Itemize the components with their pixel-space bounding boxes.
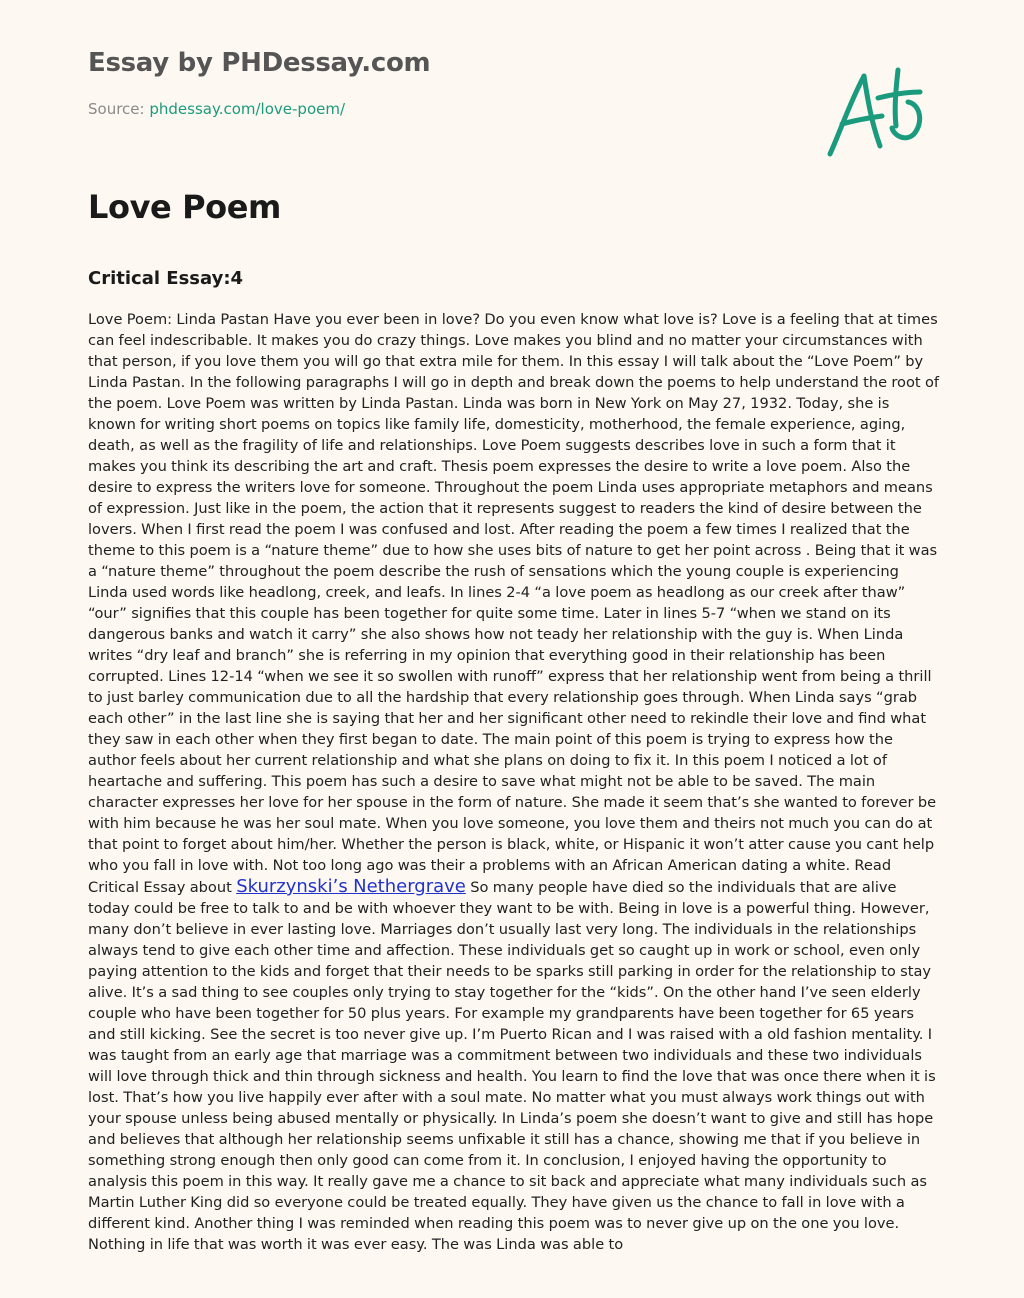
site-title: Essay by PHDessay.com (88, 48, 431, 78)
a-plus-logo-icon (822, 62, 932, 162)
essay-title: Love Poem (88, 188, 281, 226)
essay-body-part1: Love Poem: Linda Pastan Have you ever been in love? Do you even know what love is? Love is a feeling that at times can feel indescribable. It makes you do crazy things. Love makes you blind and no matter your circumstances with that person, if you love them you will go that extra mile for them. In this essay I will talk about the “Love Poem” by Linda Pastan. In the following paragraphs I will go in depth and break down the poems to help understand the root of the poem. Love Poem was written by Linda Pastan. Linda was born in New York on May 27, 1932. Today, she is known for writing short poems on topics like family life, domesticity, motherhood, the female experience, aging, death, as well as the fragility of life and relationships. Love Poem suggests describes love in such a form that it makes you think its describing the art and craft. Thesis poem expresses the desire to write a love poem. Also the desire to express the writers love for someone. Throughout the poem Linda uses appropriate metaphors and means of expression. Just like in the poem, the action that it represents suggest to readers the kind of desire between the lovers. When I first read the poem I was confused and lost. After reading the poem a few times I realized that the theme to this poem is a “nature theme” due to how she uses bits of nature to get her point across . Being that it was a “nature theme” throughout the poem describe the rush of sensations which the young couple is experiencing Linda used words like headlong, creek, and leafs. In lines 2-4 “a love poem as headlong as our creek after thaw” “our” signifies that this couple has been together for quite some time. Later in lines 5-7 “when we stand on its dangerous banks and watch it carry” she also shows how not teady her relationship with the guy is. When Linda writes “dry leaf and branch” she is referring in my opinion that everything good in their relationship has been corrupted. Lines 12-14 “when we see it so swollen with runoff” express that her relationship went from being a thrill to just barley communication due to all the hardship that every relationship goes through. When Linda says “grab each other” in the last line she is saying that her and her significant other need to rekindle their love and find what they saw in each other when they first began to date. The main point of this poem is trying to express how the author feels about her current relationship and what she plans on doing to fix it. In this poem I noticed a lot of heartache and suffering. This poem has such a desire to save what might not be able to be saved. The main character expresses her love for her spouse in the form of nature. She made it seem that’s she wanted to forever be with him because he was her soul mate. When you love someone, you love them and theirs not much you can do at that point to forget about him/her. Whether the person is black, white, or Hispanic it won’t atter cause you cant help who you fall in love with. Not too long ago was their a problems with an African American dating a white. Read Critical Essay about (88, 311, 940, 896)
source-label: Source: (88, 100, 145, 118)
source-link[interactable]: phdessay.com/love-poem/ (149, 100, 346, 118)
source-line (88, 100, 345, 118)
related-essay-link[interactable]: Skurzynski’s Nethergrave (236, 876, 466, 897)
section-heading: Critical Essay:4 (88, 268, 244, 289)
essay-body-part2: So many people have died so the individuals that are alive today could be free to talk to and be with whoever they want to be with. Being in love is a powerful thing. However, many don’t believe in ever lasting love. Marriages don’t usually last very long. The individuals in the relationships always tend to give each other time and affection. These individuals get so caught up in work or school, even only paying attention to the kids and forget that their needs to be sparks still parking in order for the relationship to stay alive. It’s a sad thing to see couples only trying to stay together for the “kids”. On the other hand I’ve seen elderly couple who have been together for 50 plus years. For example my grandparents have been together for 65 years and still kicking. See the secret is too never give up. I’m Puerto Rican and I was raised with a old fashion mentality. I was taught from an early age that marriage was a commitment between two individuals and these two individuals will love through thick and thin through sickness and health. You learn to find the love that was once there when it is lost. That’s how you live happily ever after with a soul mate. No matter what you must always work things out with your spouse unless being abused mentally or physically. In Linda’s poem she doesn’t want to give and still has hope and believes that although her relationship seems unfixable it still has a chance, showing me that if you believe in something strong enough then only good can come from it. In conclusion, I enjoyed having the opportunity to analysis this poem in this way. It really gave me a chance to sit back and appreciate what many individuals such as Martin Luther King did so everyone could be treated equally. They have given us the chance to fall in love with a different kind. Another thing I was reminded when reading this poem was to never give up on the one you love. Nothing in life that was worth it was ever easy. The was Linda was able to (88, 879, 936, 1252)
essay-body (88, 309, 940, 1252)
